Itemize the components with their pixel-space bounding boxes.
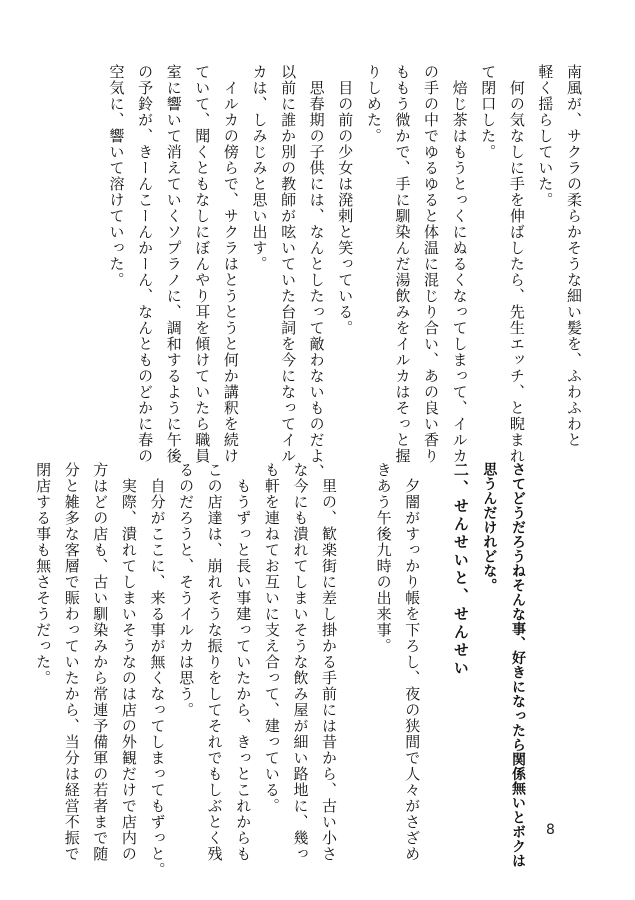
text-line: きあう午後九時の出来事。 [374, 462, 393, 654]
text-line: 空気に、響いて溶けていった。 [107, 64, 126, 288]
text-line: 室に響いて消えていくソプラノに、調和するように午後 [164, 64, 183, 464]
text-line: 以前に誰か別の教師が呟いていた台詞を今になってイル [279, 64, 298, 464]
text-line: 実際、潰れてしまいそうなのは店の外観だけで店内の [119, 462, 138, 862]
author-note-line: 思うんだけれどな。 [481, 462, 498, 593]
text-line: 目の前の少女は溌剌と笑っている。 [336, 64, 355, 336]
text-line: 南風が、サクラの柔らかそうな細い髪を、ふわふわと [565, 64, 583, 448]
upper-text-block [107, 64, 588, 480]
text-line: も軒を連ねてお互いに支え合って、建っている。 [262, 462, 281, 814]
author-note-line: さてどうだろうねそんな事、好きになったら関係無いとボクは [510, 462, 526, 868]
text-line: 何の気なしに手を伸ばしたら、先生エッチ、と睨まれ [507, 64, 526, 464]
text-line: 自分がここに、来る事が無くなってしまってもずっと。 [148, 462, 167, 878]
chapter-heading: 二、せんせいと、せんせい [451, 462, 470, 678]
text-line: 焙じ茶はもうとっくにぬるくなってしまって、イルカ [450, 64, 469, 464]
text-line: カは、しみじみと思い出す。 [250, 64, 269, 272]
text-line: て閉口した。 [479, 64, 498, 160]
text-line: 閉店する事も無さそうだった。 [34, 462, 53, 686]
text-line: の予鈴が、きーんこーんかーん、なんとものどかに春の [136, 64, 155, 464]
text-line: もうずっと長い事建っていたから、きっとこれからも [234, 462, 253, 862]
text-line: ていて、聞くともなしにぼんやり耳を傾けていたら職員 [193, 64, 212, 464]
text-line: な今にも潰れてしまいそうな飲み屋が細い路地に、幾っ [291, 462, 310, 862]
text-line: りしめた。 [364, 64, 383, 144]
text-line: 分と雑多な客層で賑わっていたから、当分は経営不振で [62, 462, 81, 862]
text-line: の手の中でゆるゆると体温に混じり合い、あの良い香り [422, 64, 441, 464]
text-line: るのだろうと、そうイルカは思う。 [177, 462, 196, 718]
text-line: ももう微かで、手に馴染んだ湯飲みをイルカはそっと握 [393, 64, 412, 464]
text-line: 思春期の子供には、なんとしたって敵わないものだよ、 [307, 64, 326, 480]
text-line: 軽く揺らしていた。 [536, 64, 555, 208]
text-line: 夕闇がすっかり帳を下ろし、夜の狭間で人々がさざめ [403, 462, 422, 862]
text-line: 方はどの店も、古い馴染みから常連予備軍の若者まで随 [91, 462, 110, 862]
text-line: この店達は、崩れそうな振りをしてそれでもしぶとく残 [205, 462, 224, 862]
page-number: 8 [546, 822, 555, 838]
text-line: 里の、歓楽街に差し掛かる手前には昔から、古い小さ [320, 462, 339, 862]
lower-text-block [34, 462, 532, 878]
text-line: イルカの傍らで、サクラはとうとうと何か講釈を続け [221, 64, 240, 464]
